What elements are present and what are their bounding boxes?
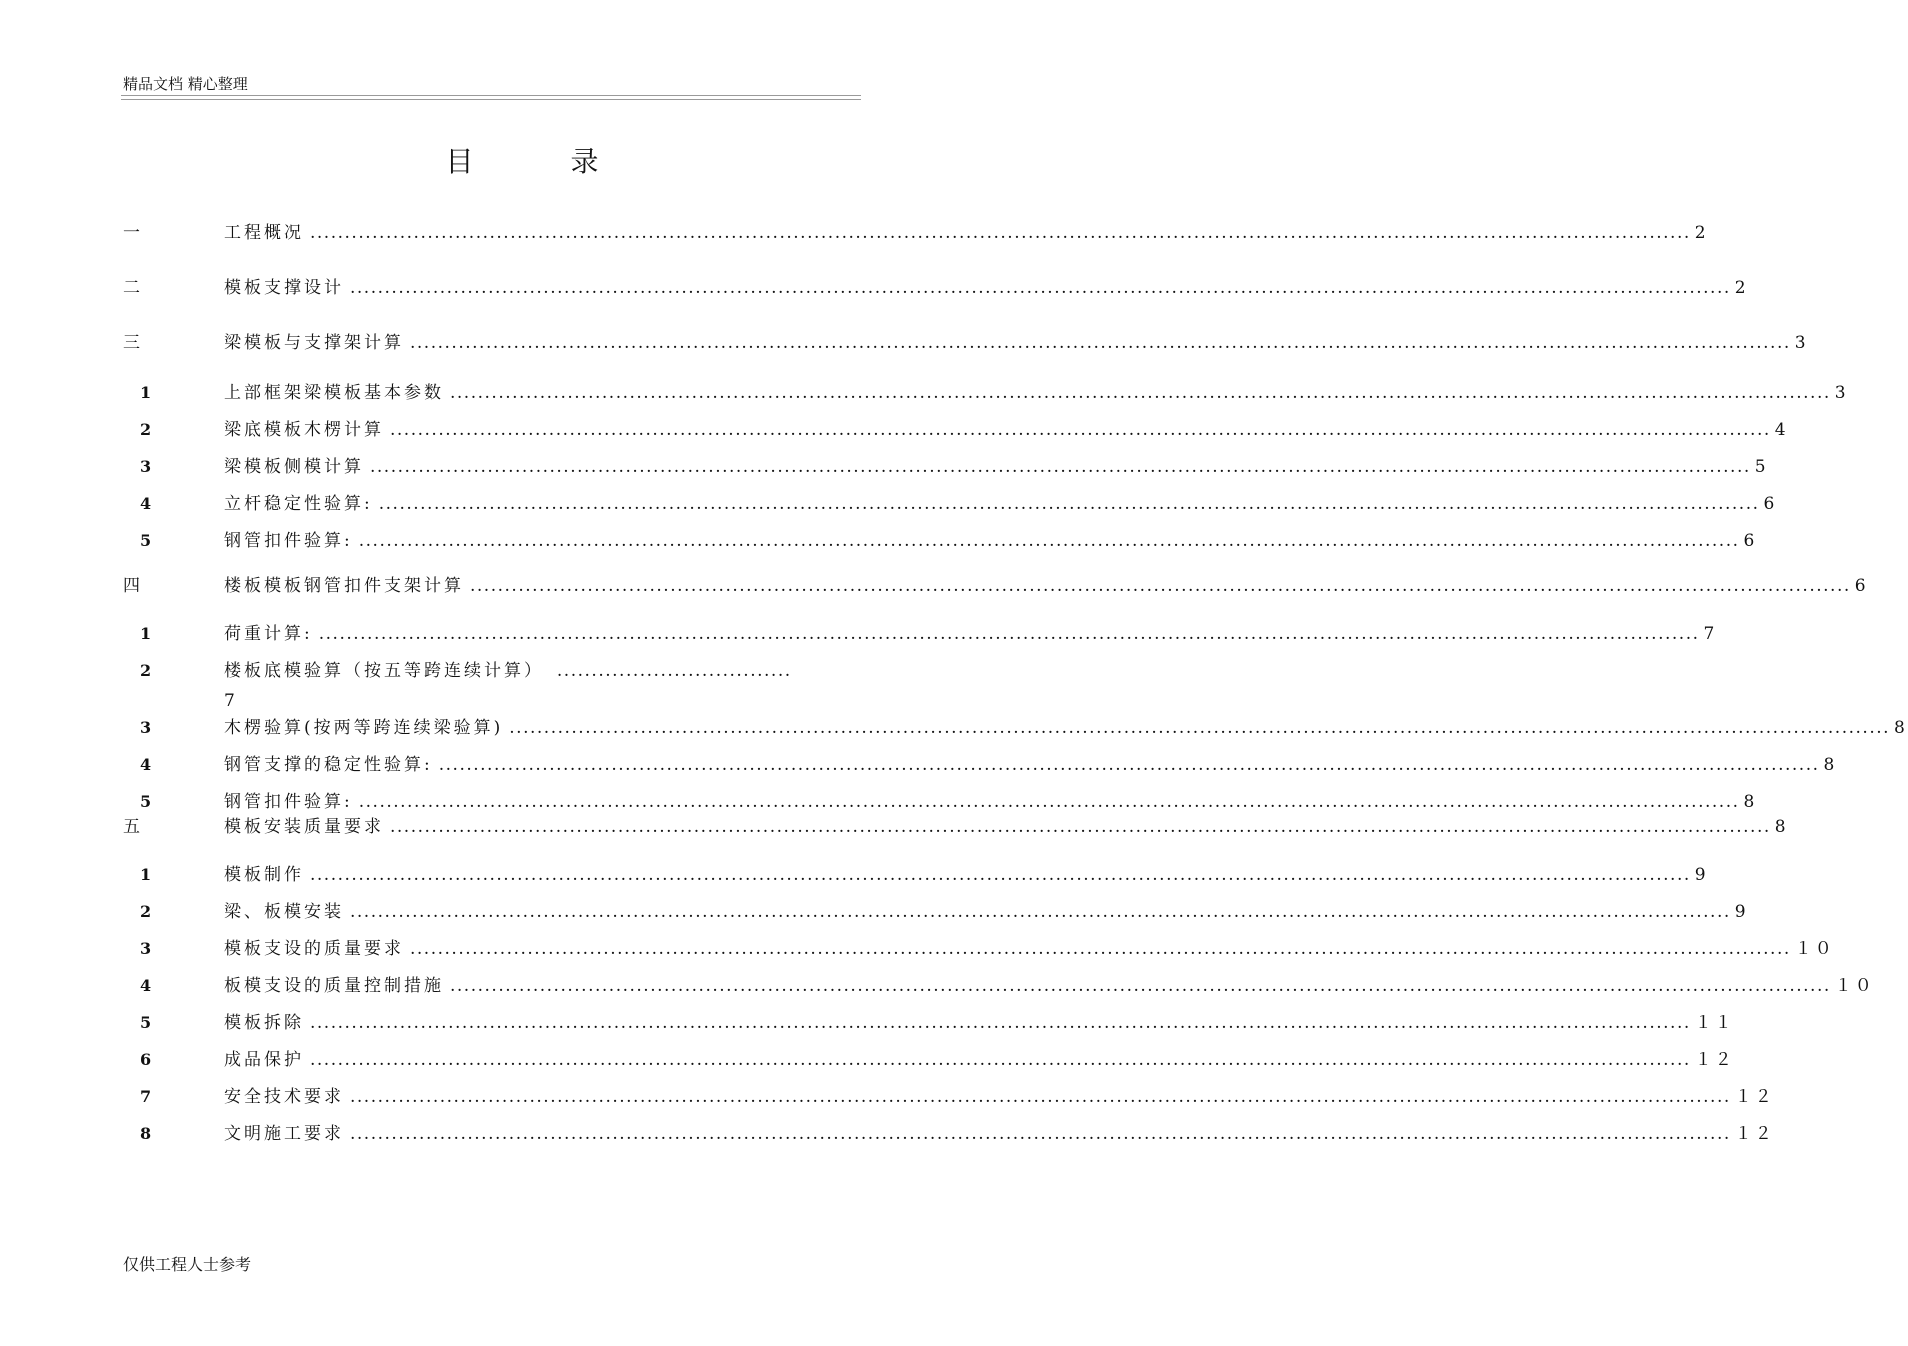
toc-entry-number: 1 <box>140 383 152 402</box>
toc-entry-title: 钢管扣件验算: <box>224 531 353 551</box>
toc-entry-line <box>224 1045 1735 1075</box>
toc-entry-number: 5 <box>140 792 152 811</box>
toc-entry-title: 钢管扣件验算: <box>224 792 353 812</box>
toc-entry-title: 楼板模板钢管扣件支架计算 <box>224 576 464 596</box>
toc-entry-page: １０ <box>1794 939 1835 959</box>
toc-entry-page: 4 <box>1774 420 1789 440</box>
toc-entry-page: 2 <box>1694 223 1709 243</box>
toc-entry-title: 木楞验算(按两等跨连续梁验算) <box>224 718 504 738</box>
toc-entry-line <box>224 971 1875 1001</box>
toc-entry-line <box>224 1008 1735 1038</box>
toc-entry-title: 梁底模板木楞计算 <box>224 420 384 440</box>
toc-entry-number: 四 <box>123 576 140 596</box>
toc-entry-page: 7 <box>1703 624 1718 644</box>
header-rule-thick <box>121 99 861 100</box>
toc-leader-dots: ........................................................................................................................................................................................................ <box>390 420 1771 440</box>
toc-leader-dots: ........................................................................................................................................................................................................ <box>350 1087 1731 1107</box>
toc-entry-number: 4 <box>140 976 152 995</box>
toc-entry[interactable] <box>0 750 1838 780</box>
toc-leader-dots: .................................. <box>550 661 792 681</box>
toc-entry-number: 5 <box>140 1013 152 1032</box>
toc-entry-page: 6 <box>1763 494 1778 514</box>
toc-entry-title: 上部框架梁模板基本参数 <box>224 383 444 403</box>
toc-entry-line <box>224 897 1749 927</box>
toc-leader-dots: ........................................................................................................................................................................................................ <box>378 494 1760 514</box>
toc-entry-title: 楼板底模验算（按五等跨连续计算） <box>224 661 544 681</box>
toc-entry[interactable] <box>0 971 1875 1001</box>
toc-entry-line <box>224 619 1718 649</box>
toc-entry-line <box>224 812 1789 842</box>
toc-leader-dots: ........................................................................................................................................................................................................ <box>509 718 1891 738</box>
toc-entry-title: 成品保护 <box>224 1050 304 1070</box>
toc-entry[interactable] <box>0 656 950 711</box>
toc-entry-number: 3 <box>140 718 152 737</box>
toc-entry-title: 荷重计算: <box>224 624 313 644</box>
toc-entry-number: 4 <box>140 755 152 774</box>
toc-entry[interactable] <box>0 273 1749 303</box>
toc-entry-number: 五 <box>123 817 140 837</box>
toc-entry-number: 二 <box>123 278 140 298</box>
toc-leader-dots: ........................................................................................................................................................................................................ <box>438 755 1820 775</box>
toc-leader-dots: ........................................................................................................................................................................................................ <box>350 1124 1731 1144</box>
toc-entry-line <box>224 489 1778 519</box>
toc-title: 目 录 <box>445 145 643 178</box>
toc-entry-page: 9 <box>1734 902 1749 922</box>
toc-entry-page: 2 <box>1734 278 1749 298</box>
toc-entry-page: １１ <box>1694 1013 1735 1033</box>
toc-entry-page: 8 <box>1894 718 1908 738</box>
toc-entry-page: 5 <box>1754 457 1769 477</box>
toc-entry-title: 工程概况 <box>224 223 304 243</box>
toc-entry-line <box>224 713 1908 743</box>
toc-leader-dots: ........................................................................................................................................................................................................ <box>318 624 1700 644</box>
toc-entry-line <box>224 218 1709 248</box>
toc-entry[interactable] <box>0 812 1789 842</box>
toc-entry[interactable] <box>0 860 1709 890</box>
toc-entry-page: 8 <box>1823 755 1838 775</box>
toc-entry-line <box>224 860 1709 890</box>
toc-entry-number: 3 <box>140 939 152 958</box>
toc-entry-line <box>224 273 1749 303</box>
toc-leader-dots: ........................................................................................................................................................................................................ <box>350 278 1731 298</box>
toc-entry-title: 立杆稳定性验算: <box>224 494 373 514</box>
toc-entry[interactable] <box>0 415 1789 445</box>
toc-entry[interactable] <box>0 452 1769 482</box>
toc-entry-page: 6 <box>1743 531 1758 551</box>
toc-entry-number: 8 <box>140 1124 152 1143</box>
toc-entry-page: 8 <box>1774 817 1789 837</box>
toc-leader-dots: ........................................................................................................................................................................................................ <box>390 817 1771 837</box>
toc-entry[interactable] <box>0 713 1908 743</box>
toc-entry-line <box>224 750 1838 780</box>
toc-entry-page: 7 <box>224 691 238 711</box>
toc-entry-number: 1 <box>140 865 152 884</box>
toc-entry-line <box>224 526 1758 556</box>
toc-entry[interactable] <box>0 489 1778 519</box>
toc-entry-number: 3 <box>140 457 152 476</box>
toc-entry-line <box>224 378 1849 408</box>
toc-entry-title: 梁模板与支撑架计算 <box>224 333 404 353</box>
toc-entry-page: １０ <box>1834 976 1875 996</box>
toc-entry-number: 6 <box>140 1050 152 1069</box>
toc-entry-title: 模板支设的质量要求 <box>224 939 404 959</box>
toc-entry-title: 板模支设的质量控制措施 <box>224 976 444 996</box>
toc-leader-dots: ........................................................................................................................................................................................................ <box>310 223 1691 243</box>
toc-entry-line <box>224 656 860 716</box>
toc-entry[interactable] <box>0 934 1835 964</box>
toc-entry-page: 8 <box>1743 792 1758 812</box>
toc-entry-number: 4 <box>140 494 152 513</box>
toc-entry-line <box>224 328 1809 358</box>
toc-entry-number: 5 <box>140 531 152 550</box>
toc-entry-page: 9 <box>1694 865 1709 885</box>
toc-entry[interactable] <box>0 619 1718 649</box>
toc-entry[interactable] <box>0 1045 1735 1075</box>
toc-entry-page: １２ <box>1734 1124 1775 1144</box>
toc-leader-dots: ........................................................................................................................................................................................................ <box>370 457 1751 477</box>
toc-entry-line <box>224 571 1869 601</box>
toc-leader-dots: ........................................................................................................................................................................................................ <box>310 1050 1691 1070</box>
toc-entry-page: 3 <box>1834 383 1849 403</box>
toc-entry[interactable] <box>0 328 1809 358</box>
header-rule-thin <box>121 95 861 96</box>
toc-entry-title: 安全技术要求 <box>224 1087 344 1107</box>
toc-entry-line <box>224 415 1789 445</box>
toc-entry-page: 3 <box>1794 333 1809 353</box>
toc-entry-line <box>224 934 1835 964</box>
page-footer: 仅供工程人士参考 <box>123 1255 252 1274</box>
toc-entry-page: 6 <box>1854 576 1869 596</box>
toc-leader-dots: ........................................................................................................................................................................................................ <box>310 865 1691 885</box>
toc-leader-dots: ........................................................................................................................................................................................................ <box>410 333 1791 353</box>
toc-leader-dots: ........................................................................................................................................................................................................ <box>310 1013 1691 1033</box>
toc-leader-dots: ........................................................................................................................................................................................................ <box>450 383 1831 403</box>
toc-entry-number: 7 <box>140 1087 152 1106</box>
toc-entry-title: 模板支撑设计 <box>224 278 344 298</box>
toc-entry[interactable] <box>0 1119 1775 1149</box>
toc-entry-page: １２ <box>1734 1087 1775 1107</box>
toc-entry[interactable] <box>0 571 1869 601</box>
toc-entry[interactable] <box>0 1082 1775 1112</box>
toc-leader-dots: ........................................................................................................................................................................................................ <box>450 976 1831 996</box>
toc-entry-title: 模板拆除 <box>224 1013 304 1033</box>
toc-entry-line <box>224 1119 1775 1149</box>
toc-entry[interactable] <box>0 218 1709 248</box>
page-header: 精品文档 精心整理 <box>123 75 248 93</box>
toc-entry[interactable] <box>0 378 1849 408</box>
toc-entry[interactable] <box>0 526 1758 556</box>
toc-entry-title: 文明施工要求 <box>224 1124 344 1144</box>
toc-leader-dots: ........................................................................................................................................................................................................ <box>470 576 1851 596</box>
toc-entry-title: 模板安装质量要求 <box>224 817 384 837</box>
toc-entry[interactable] <box>0 1008 1735 1038</box>
toc-leader-dots: ........................................................................................................................................................................................................ <box>410 939 1791 959</box>
toc-entry-page: １２ <box>1694 1050 1735 1070</box>
toc-entry-line <box>224 452 1769 482</box>
toc-entry-line <box>224 1082 1775 1112</box>
toc-leader-dots: ........................................................................................................................................................................................................ <box>358 531 1740 551</box>
toc-entry-number: 1 <box>140 624 152 643</box>
toc-entry-title: 钢管支撑的稳定性验算: <box>224 755 433 775</box>
toc-entry-number: 2 <box>140 902 152 921</box>
toc-leader-dots: ........................................................................................................................................................................................................ <box>358 792 1740 812</box>
toc-entry-number: 一 <box>123 223 140 243</box>
toc-entry-title: 梁、板模安装 <box>224 902 344 922</box>
toc-entry-title: 梁模板侧模计算 <box>224 457 364 477</box>
toc-entry[interactable] <box>0 897 1749 927</box>
toc-entry-number: 2 <box>140 420 152 439</box>
toc-leader-dots: ........................................................................................................................................................................................................ <box>350 902 1731 922</box>
toc-entry-number: 2 <box>140 661 152 680</box>
toc-entry-number: 三 <box>123 333 140 353</box>
toc-entry-title: 模板制作 <box>224 865 304 885</box>
